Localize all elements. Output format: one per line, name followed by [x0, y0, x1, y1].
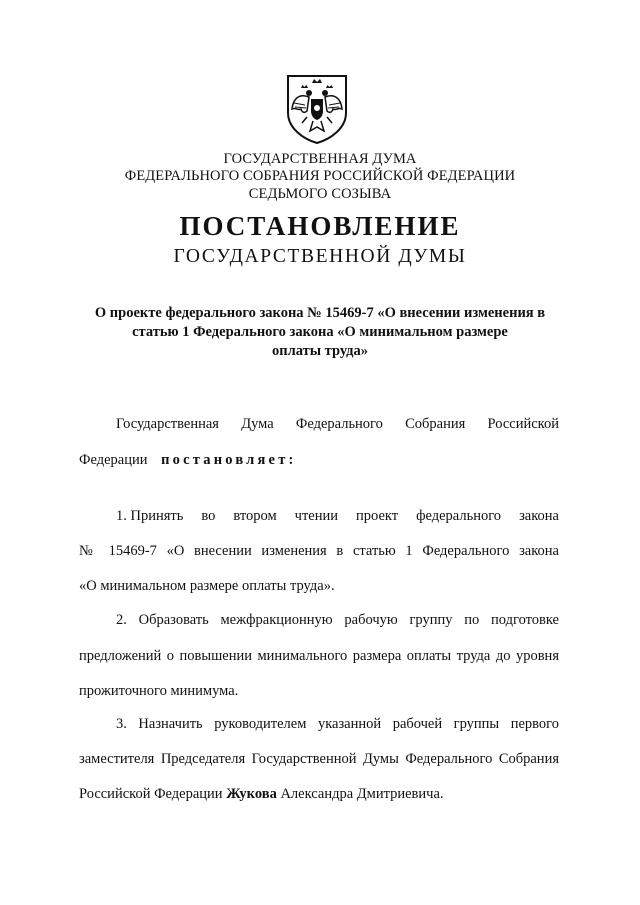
item-3-line-2: заместителя Председателя Государственной Думы Федерального Собрания — [79, 751, 559, 767]
document-subtitle: ГОСУДАРСТВЕННОЙ ДУМЫ — [173, 246, 467, 267]
item-1-word: 1. Принять — [116, 508, 184, 524]
preamble-federation: Федерации — [79, 452, 148, 468]
subject-line-1: О проекте федерального закона № 15469-7 «О внесении изменения в — [94, 305, 546, 321]
coat-of-arms-emblem — [285, 73, 349, 145]
preamble-word: Федерального — [295, 416, 383, 432]
item-1-line-2: № 15469-7 «О внесении изменения в статью 1 Федерального закона — [79, 543, 559, 559]
preamble-line-2 — [79, 452, 297, 469]
item-1-word: закона — [519, 508, 559, 524]
subject-line-2: статью 1 Федерального закона «О минимальном размере — [132, 324, 508, 340]
subject-line-3: оплаты труда» — [271, 343, 369, 359]
item-3-line-3 — [79, 786, 444, 803]
header-line-2: ФЕДЕРАЛЬНОГО СОБРАНИЯ РОССИЙСКОЙ ФЕДЕРАЦИИ — [124, 168, 516, 184]
item-1-line-3: «О минимальном размере оплаты труда». — [79, 578, 335, 594]
item-1-word: федерального — [416, 508, 502, 524]
item-1-word: проект — [356, 508, 399, 524]
header-line-3: СЕДЬМОГО СОЗЫВА — [248, 186, 392, 202]
document-title: ПОСТАНОВЛЕНИЕ — [179, 211, 461, 241]
item-1-line-1 — [116, 508, 559, 525]
header-line-1: ГОСУДАРСТВЕННАЯ ДУМА — [223, 151, 417, 167]
preamble-word: Российской — [487, 416, 559, 432]
item-1-word: во — [201, 508, 216, 524]
preamble-word: Дума — [241, 416, 274, 432]
item-2-line-2: предложений о повышении минимального размера оплаты труда до уровня — [79, 648, 559, 664]
preamble-word: Собрания — [405, 416, 466, 432]
item-3-text-before: Российской Федерации — [79, 786, 227, 802]
item-2-line-1: 2. Образовать межфракционную рабочую группу по подготовке — [116, 612, 559, 628]
item-3-surname: Жукова — [226, 786, 277, 802]
preamble-resolves: постановляет: — [161, 452, 297, 468]
item-3-line-1: 3. Назначить руководителем указанной рабочей группы первого — [116, 716, 559, 732]
item-2-line-3: прожиточного минимума. — [79, 683, 239, 699]
preamble-line-1 — [116, 416, 559, 433]
item-1-word: чтении — [294, 508, 339, 524]
item-1-word: втором — [233, 508, 277, 524]
preamble-word: Государственная — [116, 416, 219, 432]
item-3-text-after: Александра Дмитриевича. — [276, 786, 444, 802]
